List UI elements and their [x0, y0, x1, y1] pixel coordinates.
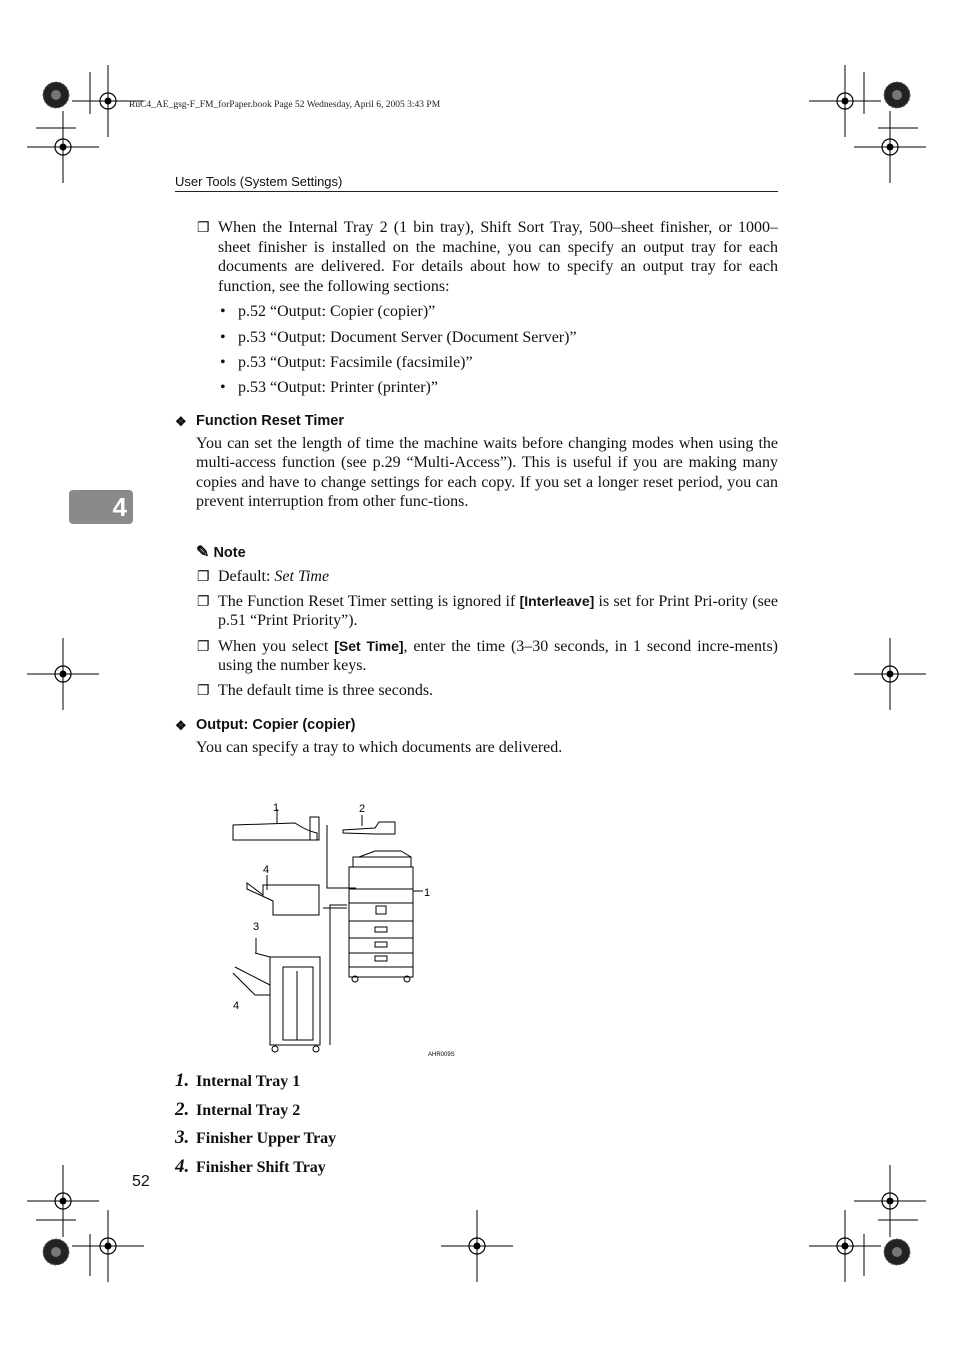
running-header: User Tools (System Settings): [175, 174, 778, 192]
section-body: You can specify a tray to which documents are delivered.: [196, 738, 563, 756]
figure-callout: 1: [273, 802, 280, 814]
note-item: ❐ When you select [Set Time], enter the time (3–30 seconds, in 1 second incre-ments) using the number keys.: [197, 637, 779, 675]
section-heading: ❖ Output: Copier (copier): [175, 716, 778, 736]
section-heading: ❖ Function Reset Timer: [175, 412, 778, 432]
reference-item[interactable]: • p.53 “Output: Printer (printer)”: [218, 378, 778, 398]
note-item: ❐ Default: Set Time: [175, 567, 778, 587]
registration-mark-bl: [27, 1165, 144, 1282]
shift-tray-drawing: [247, 883, 319, 915]
reference-item[interactable]: • p.53 “Output: Facsimile (facsimile)”: [218, 353, 778, 373]
figure-code: AHR009S: [428, 1052, 455, 1058]
note-item: ❐ The default time is three seconds.: [175, 681, 778, 701]
reference-item[interactable]: • p.53 “Output: Document Server (Document Server)”: [218, 328, 778, 348]
figure-callout: 4: [263, 864, 270, 876]
checkbox-bullet-icon: ❐: [197, 594, 210, 610]
checkbox-bullet-icon: ❐: [197, 221, 210, 236]
note-block: [175, 543, 778, 701]
intro-block: [175, 218, 778, 403]
registration-mark-tl: [27, 65, 144, 183]
reference-item[interactable]: • p.52 “Output: Copier (copier)”: [218, 302, 778, 322]
figure-callout: 4: [233, 1000, 240, 1012]
note-item: ❐ The Function Reset Timer setting is ignored if [Interleave] is set for Print Pri-ority (see p.51 “Print Priority”).: [197, 592, 778, 630]
registration-mark-br: [809, 1165, 926, 1282]
section-body: You can set the length of time the machine waits before changing modes when using the multi-access function (see p.29 “Multi-Access”). This is useful if you are making many copies and have to change settings for each copy. If you set a longer reset period, you can prevent interruption from other func-tions.: [196, 434, 778, 511]
set-time-key: [Set Time]: [334, 637, 404, 654]
diamond-icon: ❖: [175, 718, 187, 733]
caption-item: 3. Finisher Upper Tray: [175, 1127, 337, 1148]
note-heading: ✎ Note: [196, 544, 246, 561]
registration-mark-bc: [441, 1210, 513, 1282]
output-trays-illustration: [225, 795, 465, 1060]
list-item: ❐ When the Internal Tray 2 (1 bin tray), Shift Sort Tray, 500–sheet finisher, or 1000–sheet finisher is installed on the machine, you can specify an output tray for each documents are delivered. For details about how to specify an output tray for each function, see the following sections:: [197, 219, 778, 295]
internal-tray-1-drawing: [233, 823, 317, 840]
registration-mark-ml: [27, 638, 99, 710]
caption-item: 1. Internal Tray 1: [175, 1070, 301, 1091]
pencil-icon: ✎: [196, 544, 210, 561]
checkbox-bullet-icon: ❐: [197, 639, 210, 655]
checkbox-bullet-icon: ❐: [197, 569, 210, 585]
figure-callout: 1: [424, 887, 431, 899]
book-file-header: RuC4_AE_gsg-F_FM_forPaper.book Page 52 Wednesday, April 6, 2005 3:43 PM: [129, 100, 441, 110]
internal-tray-2-drawing: [343, 822, 395, 834]
output-copier-section: [175, 716, 778, 757]
registration-mark-tr: [809, 65, 926, 183]
figure-callout: 3: [253, 921, 260, 933]
figure-captions: [175, 1070, 336, 1184]
function-reset-timer-section: [175, 412, 778, 512]
page-number: 52: [132, 1173, 150, 1190]
chapter-tab: 4: [69, 490, 133, 524]
figure-callout: 2: [359, 803, 366, 815]
caption-item: 2. Internal Tray 2: [175, 1098, 301, 1120]
registration-mark-mr: [854, 638, 926, 710]
interleave-key: [Interleave]: [519, 592, 595, 609]
diamond-icon: ❖: [175, 414, 187, 429]
reference-list: [218, 302, 778, 397]
caption-item: 4. Finisher Shift Tray: [175, 1155, 326, 1177]
checkbox-bullet-icon: ❐: [197, 684, 210, 700]
